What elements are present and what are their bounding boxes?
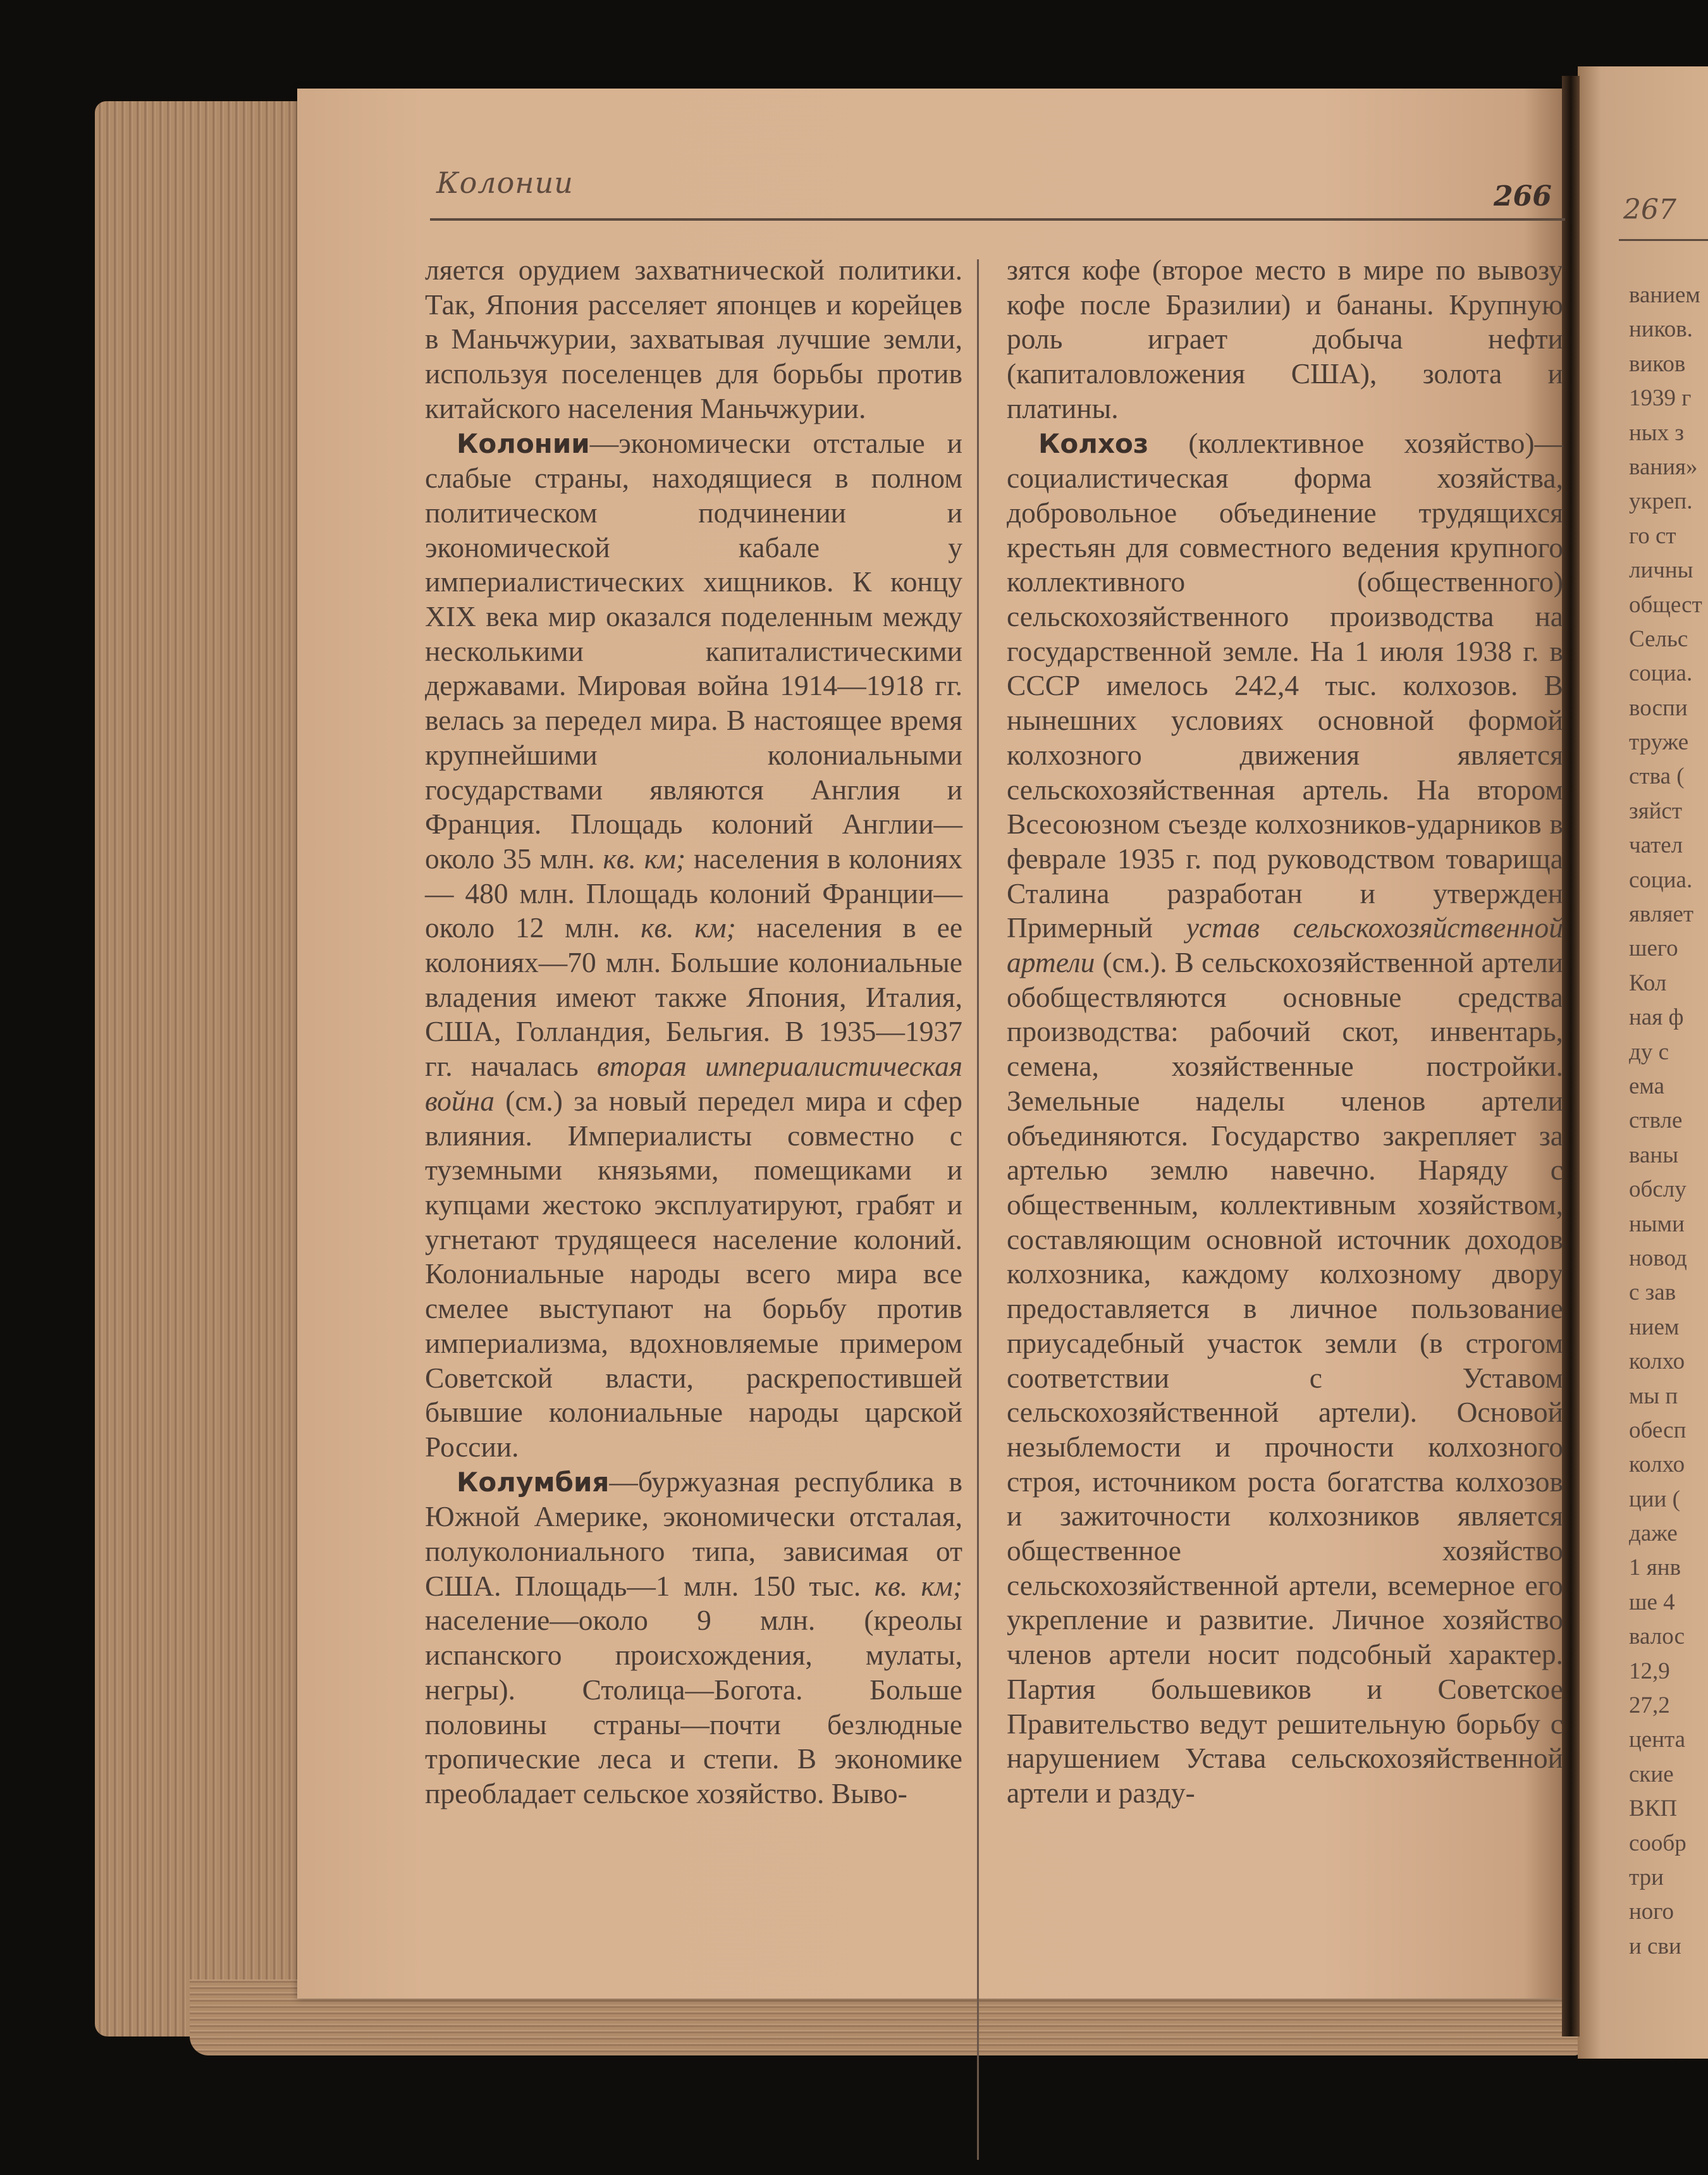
unit-text: кв. км; — [874, 1569, 962, 1602]
entry-term: Колонии — [457, 428, 590, 459]
right-page-line: труже — [1629, 729, 1689, 756]
entry-text: населения в колониях — 480 млн. Площадь колоний Франции—около 12 млн. — [425, 842, 963, 944]
right-page-line: ная ф — [1629, 1004, 1684, 1031]
unit-text: кв. км; — [603, 842, 686, 875]
right-page-line: зяйст — [1629, 798, 1683, 824]
right-page-line: социа. — [1629, 866, 1693, 893]
paragraph-continuation: ляется орудием захватнической политики. Так, Япония расселяет японцев и корейцев в Маньчжурии, захватывая лучшие земли, используя поселенцев для борьбы против китайского населения Маньчжурии. — [425, 254, 962, 424]
right-page-line: чател — [1629, 832, 1683, 859]
right-page-line: ема — [1629, 1073, 1665, 1099]
right-page-line: колхо — [1629, 1348, 1685, 1375]
cross-reference: устав сельскохозяйственной артели — [1007, 911, 1563, 979]
right-page-line: ше 4 — [1629, 1589, 1675, 1615]
right-page-line: личны — [1629, 557, 1693, 584]
column-rule — [977, 259, 979, 2160]
entry-kolonii — [425, 426, 962, 1465]
entry-kolumbiya — [425, 1465, 962, 1811]
right-page-line: вания» — [1629, 453, 1698, 480]
right-page-line: сообр — [1629, 1830, 1686, 1856]
right-page-line: обесп — [1629, 1417, 1686, 1443]
right-page-line: три — [1629, 1864, 1664, 1890]
right-page-line: ных з — [1629, 419, 1685, 446]
right-page-line: ными — [1629, 1211, 1685, 1237]
entry-text: —экономически отсталые и слабые страны, находящиеся в полном политическом подчинении и экономической кабале у империалистических хищников. К концу XIX века мир оказался поделенным между несколькими капиталистическими державами. Мировая война 1914—1918 гг. велась за передел мира. В настоящее время крупнейшими колониальными государствами являются Англия и Франция. Площадь колоний Англии—около 35 млн. — [425, 426, 962, 875]
right-page-line: цента — [1629, 1727, 1686, 1753]
page-number-left: 266 — [1494, 180, 1552, 213]
right-page-line: общест — [1629, 591, 1702, 618]
right-page-line: даже — [1629, 1520, 1678, 1547]
right-page-line: колхо — [1629, 1451, 1685, 1478]
right-page-line: го ст — [1629, 522, 1676, 549]
right-page-line: нием — [1629, 1314, 1680, 1340]
right-page-line: ВКП — [1629, 1796, 1678, 1822]
right-page-line: шего — [1629, 935, 1678, 962]
entry-text: —буржуазная республика в Южной Америке, экономически отсталая, полуколониального типа, зависимая от США. Площадь—1 млн. 150 тыс. — [425, 1465, 962, 1602]
entry-text: (см.). В сельскохозяйственной артели обобществляются основные средства производства: рабочий скот, инвентарь, семена, хозяйственные постройки. Земельные наделы членов артели объединяются. Государство закрепляет за артелью землю навечно. Наряду с общественным, коллективным хозяйством, составляющим основной источник доходов колхозника, каждому колхозному двору предоставляется в личное пользование приусадебный участок земли (в строгом соответствии с Уставом сельскохозяйственной артели). Основой незыблемости и прочности колхозного строя, источником роста богатства колхозов и зажиточности колхозников является общественное хозяйство сельскохозяйственной артели, всемерное его укрепление и развитие. Личное хозяйство членов артели носит подсобный характер. Партия большевиков и Советское Правительство ведут решительную борьбу с нарушением Устава сельскохозяйственной артели и разду- — [1007, 946, 1564, 1809]
right-page-text — [1629, 278, 1708, 1964]
header-rule — [430, 218, 1565, 221]
right-page-line: 12,9 — [1629, 1658, 1670, 1684]
right-page-line: социа. — [1629, 660, 1693, 687]
unit-text: кв. км; — [641, 911, 736, 944]
right-page-line: ного — [1629, 1899, 1674, 1925]
right-page-line: 1 янв — [1629, 1555, 1681, 1581]
right-page-line: ствле — [1629, 1107, 1683, 1134]
right-page-line: виков — [1629, 350, 1686, 377]
entry-text: (см.) за новый передел мира и сфер влияния. Империалисты совместно с туземными князьями, помещиками и купцами жестоко эксплуатируют, грабят и угнетают трудящееся население колоний. Колониальные народы всего мира все смелее выступают на борьбу против империализма, вдохновляемые примером Советской власти, раскрепостившей бывшие колониальные народы царской России. — [425, 1084, 962, 1463]
right-page-line: 1939 г — [1629, 385, 1692, 412]
right-page-line: ванием — [1629, 282, 1700, 308]
right-page-line: мы п — [1629, 1383, 1678, 1409]
entry-term: Колумбия — [457, 1466, 610, 1498]
page-edges — [95, 101, 304, 2036]
right-page-line: валос — [1629, 1624, 1685, 1650]
right-header-rule — [1619, 239, 1708, 241]
entry-text: население—около 9 млн. (креолы испанского происхождения, мулаты, негры). Столица—Богота. Больше половины страны—почти безлюдные тропические леса и степи. В экономике преобладает сельское хозяйство. Выво- — [425, 1604, 962, 1809]
right-page-line: 27,2 — [1629, 1692, 1670, 1719]
right-page-line: Сельс — [1629, 625, 1688, 652]
right-page-line: новод — [1629, 1245, 1687, 1271]
right-page-line: ции ( — [1629, 1486, 1680, 1512]
right-page-line: Кол — [1629, 970, 1667, 996]
right-page-line: ства ( — [1629, 763, 1685, 790]
right-page-line: ников. — [1629, 316, 1693, 343]
running-title: Колонии — [436, 166, 574, 200]
right-page-line: укреп. — [1629, 488, 1693, 515]
text-column-right — [1007, 253, 1563, 1811]
right-page-line: являет — [1629, 901, 1694, 928]
right-page-line: и сви — [1629, 1933, 1681, 1959]
right-page-line: воспи — [1629, 694, 1688, 721]
entry-term: Колхоз — [1038, 428, 1149, 459]
entry-text: населения в ее колониях—70 млн. Большие колониальные владения имеют также Япония, Италия, США, Голландия, Бельгия. В 1935—1937 гг. началась — [425, 911, 963, 1083]
right-page-line: ские — [1629, 1761, 1674, 1787]
entry-kolkhoz — [1007, 426, 1563, 1811]
right-page-line: ду с — [1629, 1038, 1669, 1065]
page-number-right: 267 — [1623, 194, 1676, 226]
text-column-left — [425, 253, 962, 1811]
right-page-line: ваны — [1629, 1142, 1679, 1168]
cross-reference: вторая империалистическая война — [425, 1050, 963, 1117]
right-page-line: обслу — [1629, 1176, 1686, 1203]
paragraph-continuation: зятся кофе (второе место в мире по вывозу кофе после Бразилии) и бананы. Крупную роль играет добыча нефти (капиталовложения США), золота и платины. — [1007, 254, 1563, 424]
book-gutter — [1562, 76, 1580, 2036]
entry-text: (коллективное хозяйство)—социалистическая форма хозяйства, добровольное объединение трудящихся крестьян для совместного ведения крупного коллективного (общественного) сельскохозяйственного производства на государственной земле. На 1 июля 1938 г. в СССР имелось 242,4 тыс. колхозов. В нынешних условиях основной формой колхозного движения является сельскохозяйственная артель. На втором Всесоюзном съезде колхозников-ударников в феврале 1935 г. под руководством товарища Сталина разработан и утвержден Примерный — [1007, 426, 1563, 944]
right-page-line: с зав — [1629, 1279, 1676, 1306]
